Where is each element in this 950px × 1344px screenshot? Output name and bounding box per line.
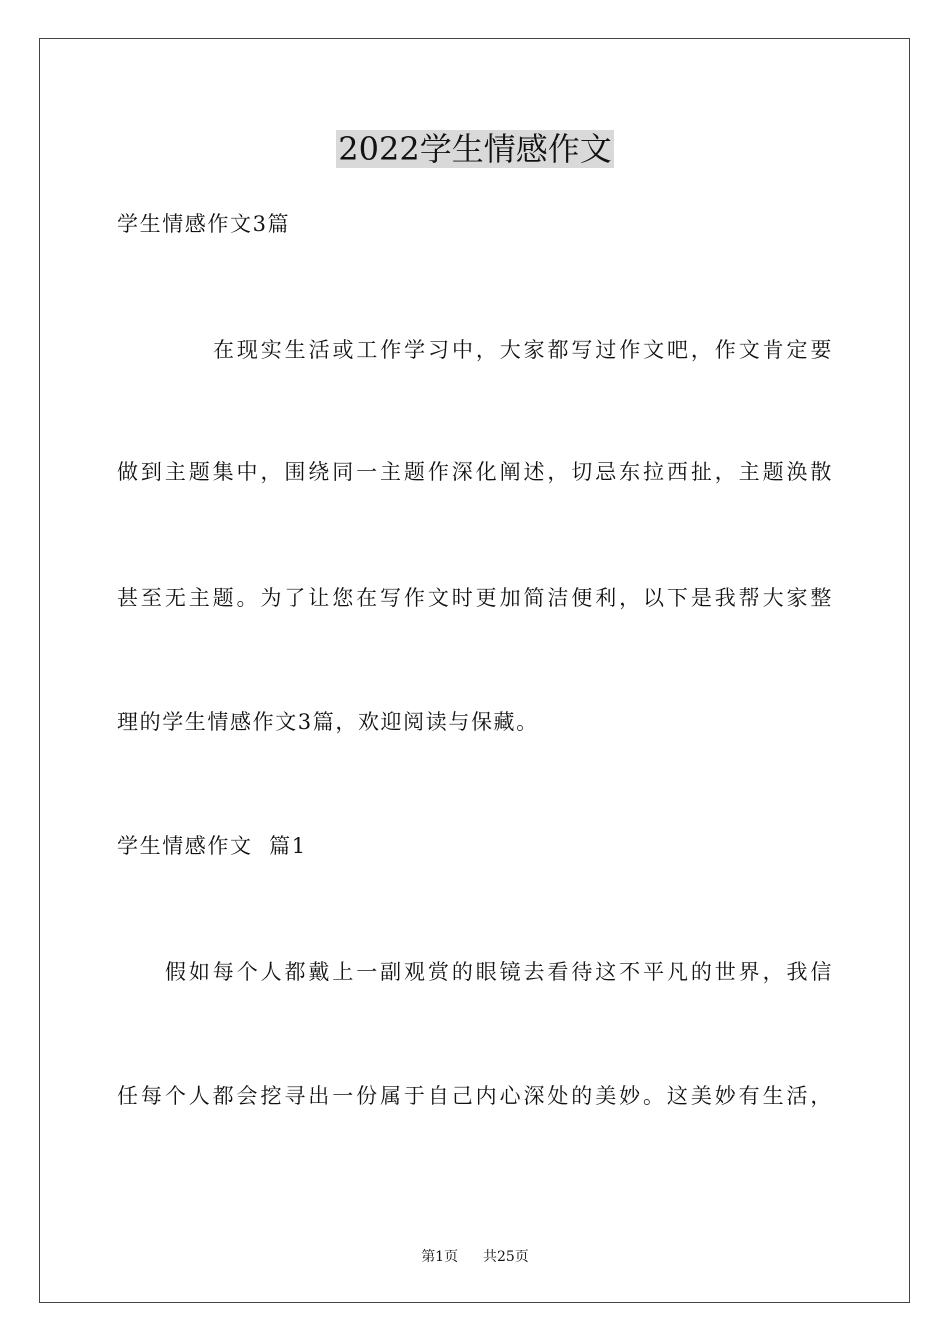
body-line-1: 假如每个人都戴上一副观赏的眼镜去看待这不平凡的世界，我信 bbox=[165, 960, 833, 984]
page-footer: 第1页 共25页 bbox=[421, 1249, 529, 1265]
intro-line-2: 做到主题集中，围绕同一主题作深化阐述，切忌东拉西扯，主题涣散 bbox=[117, 460, 833, 484]
intro-line-3: 甚至无主题。为了让您在写作文时更加简洁便利，以下是我帮大家整 bbox=[117, 586, 833, 610]
body-line-2: 任每个人都会挖寻出一份属于自己内心深处的美妙。这美妙有生活， bbox=[117, 1084, 833, 1108]
intro-line-1: 在现实生活或工作学习中，大家都写过作文吧，作文肯定要 bbox=[213, 338, 833, 362]
intro-line-4: 理的学生情感作文3篇，欢迎阅读与保藏。 bbox=[117, 710, 539, 734]
document-subtitle: 学生情感作文3篇 bbox=[117, 212, 291, 236]
document-title: 2022学生情感作文 bbox=[338, 130, 612, 168]
section-heading: 学生情感作文 篇1 bbox=[117, 834, 307, 858]
